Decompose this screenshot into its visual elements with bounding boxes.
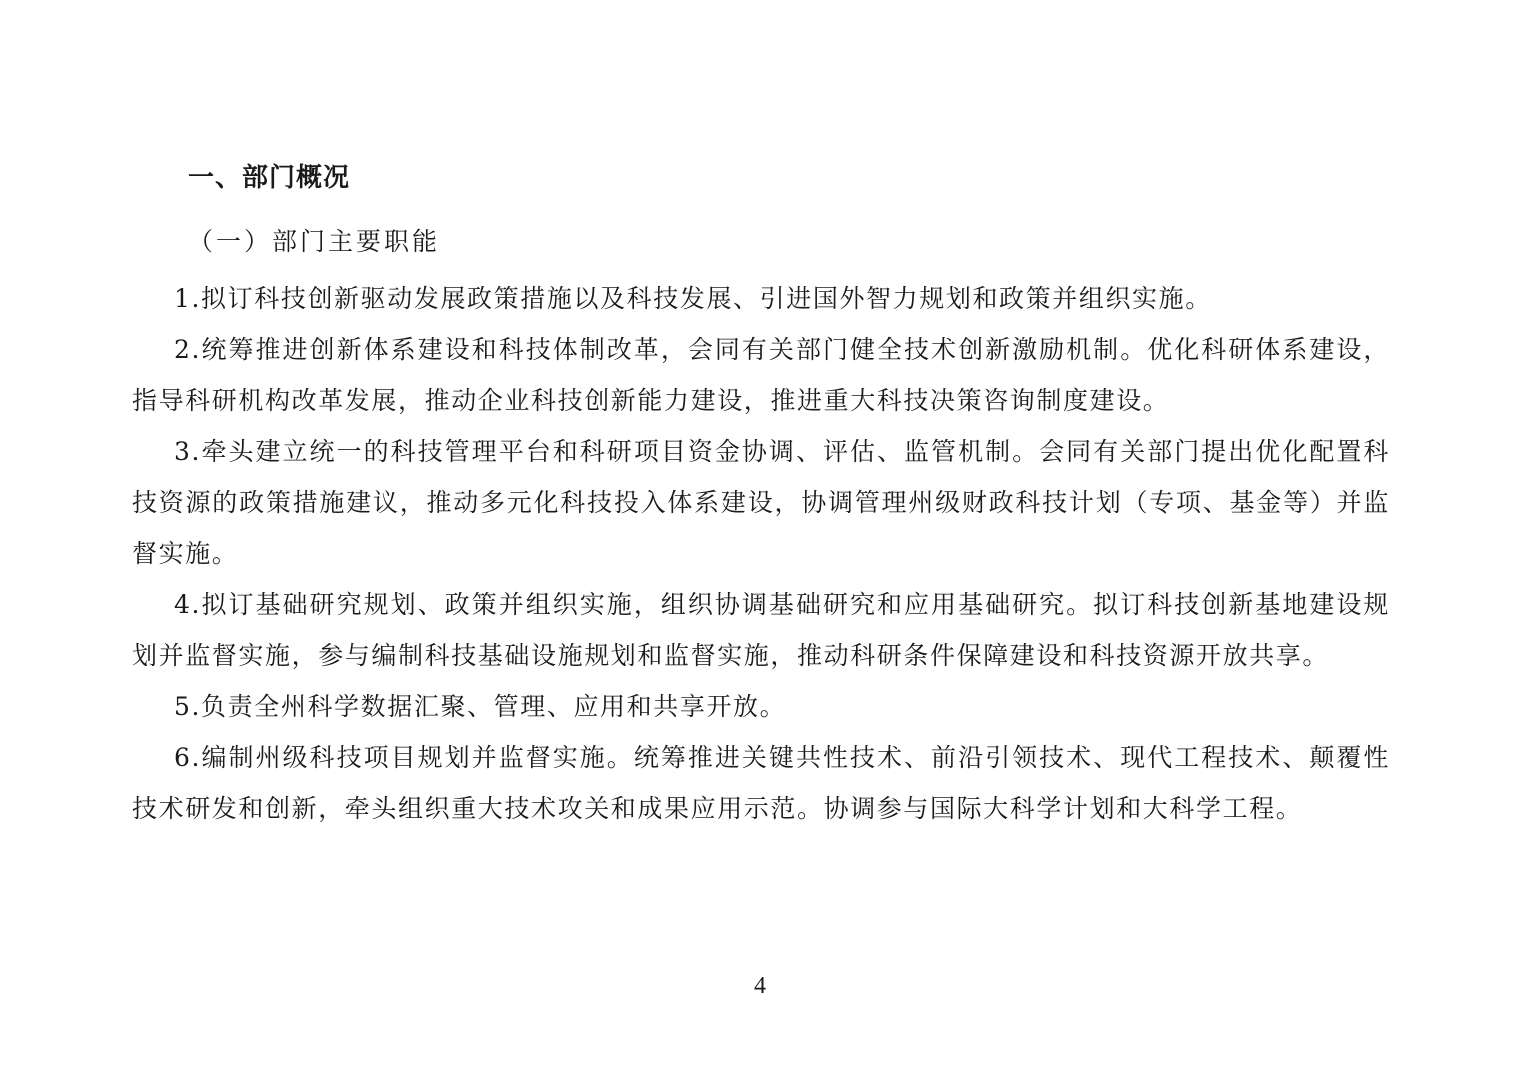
document-body xyxy=(132,273,1390,834)
paragraph-item-2: 2.统筹推进创新体系建设和科技体制改革，会同有关部门健全技术创新激励机制。优化科研体系建设，指导科研机构改革发展，推动企业科技创新能力建设，推进重大科技决策咨询制度建设。 xyxy=(132,335,1390,415)
paragraph-item-4: 4.拟订基础研究规划、政策并组织实施，组织协调基础研究和应用基础研究。拟订科技创新基地建设规划并监督实施，参与编制科技基础设施规划和监督实施，推动科研条件保障建设和科技资源开放共享。 xyxy=(132,590,1390,670)
section-heading: 一、部门概况 xyxy=(188,163,351,193)
paragraph-item-1: 1.拟订科技创新驱动发展政策措施以及科技发展、引进国外智力规划和政策并组织实施。 xyxy=(174,284,1212,313)
paragraph-item-5: 5.负责全州科学数据汇聚、管理、应用和共享开放。 xyxy=(174,692,787,721)
page-number: 4 xyxy=(754,973,766,999)
paragraph-item-6: 6.编制州级科技项目规划并监督实施。统筹推进关键共性技术、前沿引领技术、现代工程技术、颠覆性技术研发和创新，牵头组织重大技术攻关和成果应用示范。协调参与国际大科学计划和大科学工程。 xyxy=(132,743,1390,823)
sub-heading: （一）部门主要职能 xyxy=(188,227,441,256)
paragraph-item-3: 3.牵头建立统一的科技管理平台和科研项目资金协调、评估、监管机制。会同有关部门提出优化配置科技资源的政策措施建议，推动多元化科技投入体系建设，协调管理州级财政科技计划（专项、基金等）并监督实施。 xyxy=(132,437,1390,568)
